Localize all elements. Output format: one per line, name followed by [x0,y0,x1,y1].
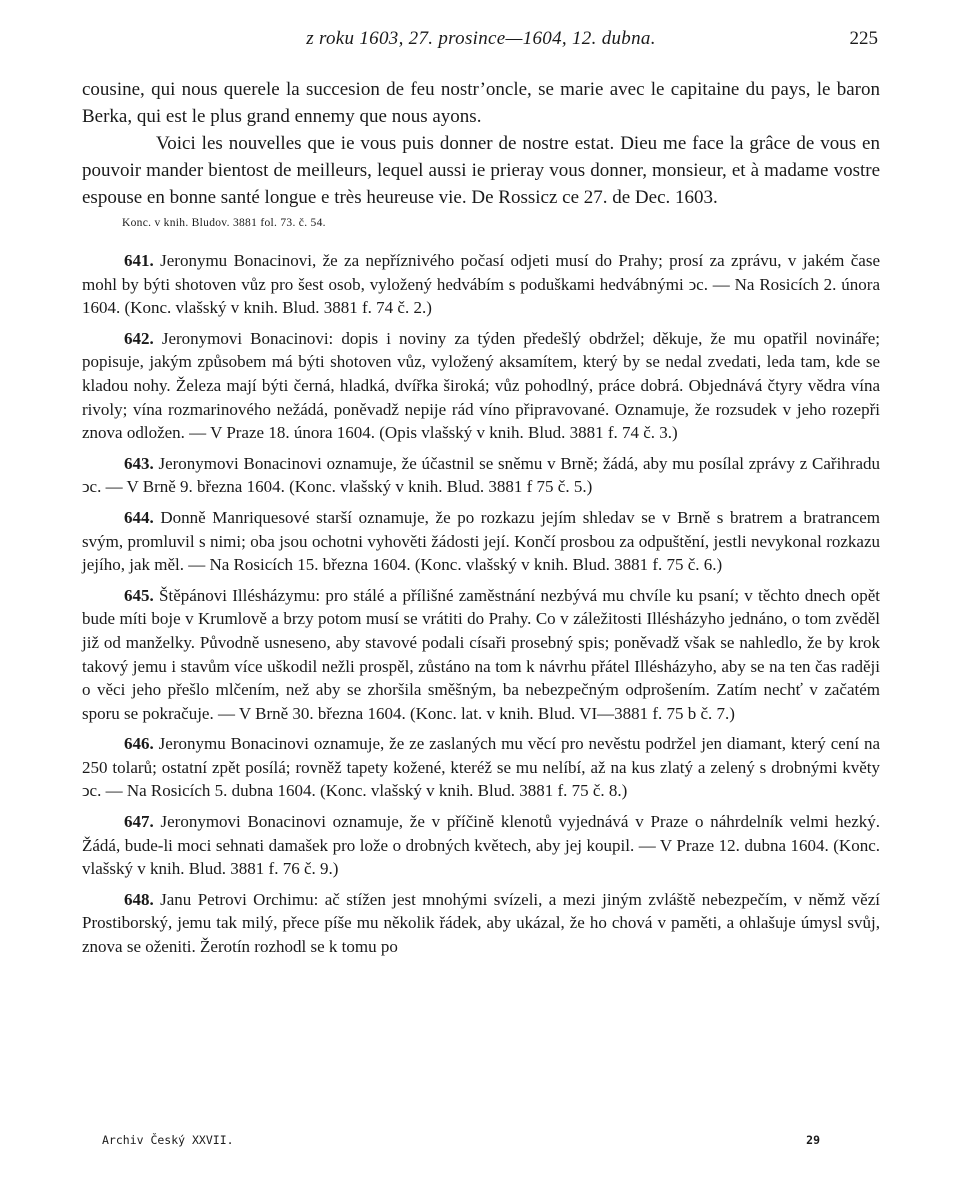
letter-paragraph: cousine, qui nous querele la succesion de feu nostr’oncle, se marie avec le capitaine du pays, le baron Berka, qui est le plus grand ennemy que nous ayons. [82,79,880,127]
entry-text: Jeronymovi Bonacinovi: dopis i noviny za týden předešlý obdržel; děkuje, že mu opatřil novináře; popisuje, jakým způsobem má býti shotoven vůz, vyložený aksamítem, který by se nedal zvedati, leda tam, kde se kladou nohy. Železa mají býti černá, hladká, dvířka široká; vůz pohodlný, práce dobrá. Objednává čtyry vědra vína rivoly; vína rozmarinového nežádá, poněvadž nepije rád víno připravované. Oznamuje, že rozsudek v jeho rozepři znova odložen. — V Praze 18. února 1604. (Opis vlašský v knih. Blud. 3881 f. 74 č. 3.) [82,328,880,443]
entry-number: 648. [124,889,154,909]
entry-643 [82,452,880,499]
entry-text: Jeronymovi Bonacinovi oznamuje, že v příčině klenotů vyjednává v Praze o náhrdelník velmi hezký. Žádá, bude-li moci sehnati damašek pro lože o drobných květech, aby jej koupil. — V Praze 12. dubna 1604. (Konc. vlašský v knih. Blud. 3881 f. 76 č. 9.) [82,812,881,879]
entries-list [82,249,880,959]
entry-648 [82,888,880,959]
entry-641 [82,249,880,320]
letter-paragraph: Voici les nouvelles que ie vous puis donner de nostre estat. Dieu me face la grâce de vous en pouvoir mander bientost de meilleurs, lequel aussi ie prieray vous donner, monsieur, et à madame vostre espouse en bonne santé longue e très heureuse vie. De Rossicz ce 27. de Dec. 1603. [82,133,880,208]
page-number: 225 [849,28,878,49]
entry-text: Jeronymu Bonacinovi, že za nepříznivého počasí odjeti musí do Prahy; prosí za zprávu, v jakém čase mohl by býti shotoven vůz pro šest osob, vyložený hedvábím s poduškami hedvábnými ͻc. — Na Rosicích 2. února 1604. (Konc. vlašský v knih. Blud. 3881 f. 74 č. 2.) [82,251,880,318]
document-page [82,28,880,966]
entry-646 [82,732,880,803]
entry-644 [82,506,880,577]
entry-645 [82,584,880,726]
running-header [82,28,880,54]
signature-mark: 29 [806,1133,820,1147]
entry-text: Donně Manriquesové starší oznamuje, že po rozkazu jejím shledav se v Brně s bratrem a bratrancem svým, promluvil s nimi; oba jsou ochotni vyhověti žádosti její. Končí prosbou za odpuštění, jestli nevykonal rozkazu jejího, jak měl. — Na Rosicích 15. března 1604. (Konc. vlašský v knih. Blud. 3881 f. 75 č. 6.) [82,507,881,575]
entry-number: 644. [124,507,154,527]
entry-642 [82,327,880,445]
entry-number: 647. [124,812,154,832]
page-footer [102,1133,820,1147]
running-title: z roku 1603, 27. prosince—1604, 12. dubna. [306,28,656,49]
volume-title: Archiv Český XXVII. [102,1133,234,1147]
entry-number: 641. [124,251,154,270]
letter-text [82,76,880,211]
entry-text: Jeronymovi Bonacinovi oznamuje, že účastnil se sněmu v Brně; žádá, aby mu posílal zprávy z Cařihradu ͻc. — V Brně 9. března 1604. (Konc. vlašský v knih. Blud. 3881 f 75 č. 5.) [82,453,881,497]
entry-text: Jeronymu Bonacinovi oznamuje, že ze zaslaných mu věcí pro nevěstu podržel jen diamant, který cení na 250 tolarů; ostatní zpět posílá; rovněž tapety kožené, kteréž se mu nelíbí, až na kus zlatý a zelený s drobnými květy ͻc. — Na Rosicích 5. dubna 1604. (Konc. vlašský v knih. Blud. 3881 f. 75 č. 8.) [82,734,880,801]
entry-text: Janu Petrovi Orchimu: ač stížen jest mnohými svízeli, a mezi jiným zvláště nebezpečím, v němž vězí Prostiborský, jemu tak milý, přece píše mu několik řádek, aby ukázal, že ho chová v paměti, a ohlašuje úmysl svůj, znova se oženiti. Žerotín rozhodl se k tomu po [82,889,880,957]
entry-647 [82,810,880,881]
source-note: Konc. v knih. Bludov. 3881 fol. 73. č. 54. [122,217,326,229]
entry-text: Štěpánovi Illésházymu: pro stálé a přílišné zaměstnání nezbývá mu chvíle ku psaní; v těchto dnech opět bude míti boje v Krumlově a brzy potom musí se vrátiti do Prahy. Co v záležitosti Illésházyho jednáno, o tom zvěděl již od manželky. Původně usneseno, aby stavové podali císaři prosebný spis; poněvadž však se nahledlo, že by krok takový jemu i stavům více uškodil nežli prospěl, zůstáno na tom k návrhu přátel Illésházyho, aby se na ten čas raději o věci jeho přešlo mlčením, než aby se zhoršila směšným, ba nebezpečným odprošením. Zatím nechť v začatém sporu se pokračuje. — V Brně 30. března 1604. (Konc. lat. v knih. Blud. VI—3881 f. 75 b č. 7.) [82,585,881,723]
entry-number: 645. [124,585,154,605]
entry-number: 646. [124,734,154,754]
entry-number: 642. [124,328,154,348]
entry-number: 643. [124,453,154,473]
